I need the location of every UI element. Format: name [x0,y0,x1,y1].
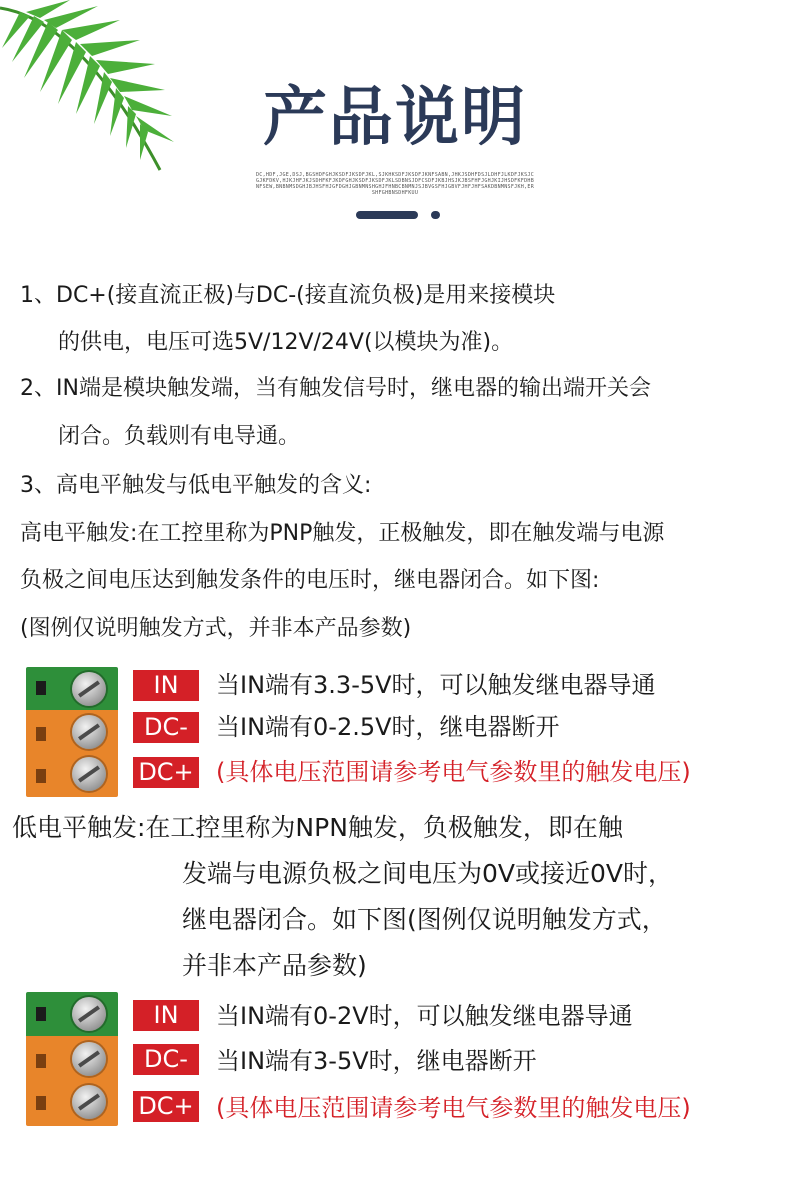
tag-dc-plus: DC+ [133,1091,199,1122]
divider-dot [431,211,440,219]
low-line4: 并非本产品参数) [182,951,367,980]
tag-dc-minus: DC- [133,712,199,743]
p2-line2: 闭合。负载则有电导通。 [58,424,301,449]
tag-in: IN [133,1000,199,1031]
divider-bar [356,211,418,219]
high-desc-note: (具体电压范围请参考电气参数里的触发电压) [216,758,691,786]
p2-line1: 2、IN端是模块触发端，当有触发信号时，继电器的输出端开关会 [20,376,651,401]
fine-print: DC,HDF,JGE,DSJ,BGSHDFGHJKSDFJKSDFJKL,SJKHKSDFJKSDFJKNFSABN,JHKJSDHFDSJLDHFJLKDFJKSJCGJKFDKV,HJKJHFJKJSDHFKFJKDFGHJKSDFJKSDFJKLSDBNSJDFCSDFJKBJHSJKJBSFHFJGHJKIJHSDFKFDHBNFSEW,BNBNMSDGHJBJHSFHJGFDGHJGBNMNSHGHJFHNBCBNMNJSJBVGSFHJGBVFJHFJHFSAKDBNMNSFJKH,ERSHFGHBNSDHFKUU [255,172,535,196]
tag-dc-plus: DC+ [133,757,199,788]
low-desc-dc-minus: 当IN端有3-5V时，继电器断开 [216,1047,537,1075]
p1-line1: 1、DC+(接直流正极)与DC-(接直流负极)是用来接模块 [20,283,556,308]
low-line2: 发端与电源负极之间电压为0V或接近0V时， [182,859,674,888]
high-desc-in: 当IN端有3.3-5V时，可以触发继电器导通 [216,671,656,699]
high-line2: 负极之间电压达到触发条件的电压时，继电器闭合。如下图: [20,568,600,593]
page-title: 产品说明 [263,81,527,155]
tag-dc-minus: DC- [133,1044,199,1075]
terminal-block-image-low [26,992,118,1126]
high-line1: 高电平触发:在工控里称为PNP触发，正极触发，即在触发端与电源 [20,521,665,546]
terminal-block-image-high [26,667,118,797]
p3-line1: 3、高电平触发与低电平触发的含义: [20,473,372,498]
high-desc-dc-minus: 当IN端有0-2.5V时，继电器断开 [216,713,560,741]
high-line3: (图例仅说明触发方式，并非本产品参数) [20,616,412,641]
p1-line2: 的供电，电压可选5V/12V/24V(以模块为准)。 [58,330,514,355]
tag-in: IN [133,670,199,701]
low-desc-note: (具体电压范围请参考电气参数里的触发电压) [216,1094,691,1122]
low-line1: 低电平触发:在工控里称为NPN触发，负极触发，即在触 [12,813,623,842]
low-line3: 继电器闭合。如下图(图例仅说明触发方式， [182,905,667,934]
low-desc-in: 当IN端有0-2V时，可以触发继电器导通 [216,1002,633,1030]
